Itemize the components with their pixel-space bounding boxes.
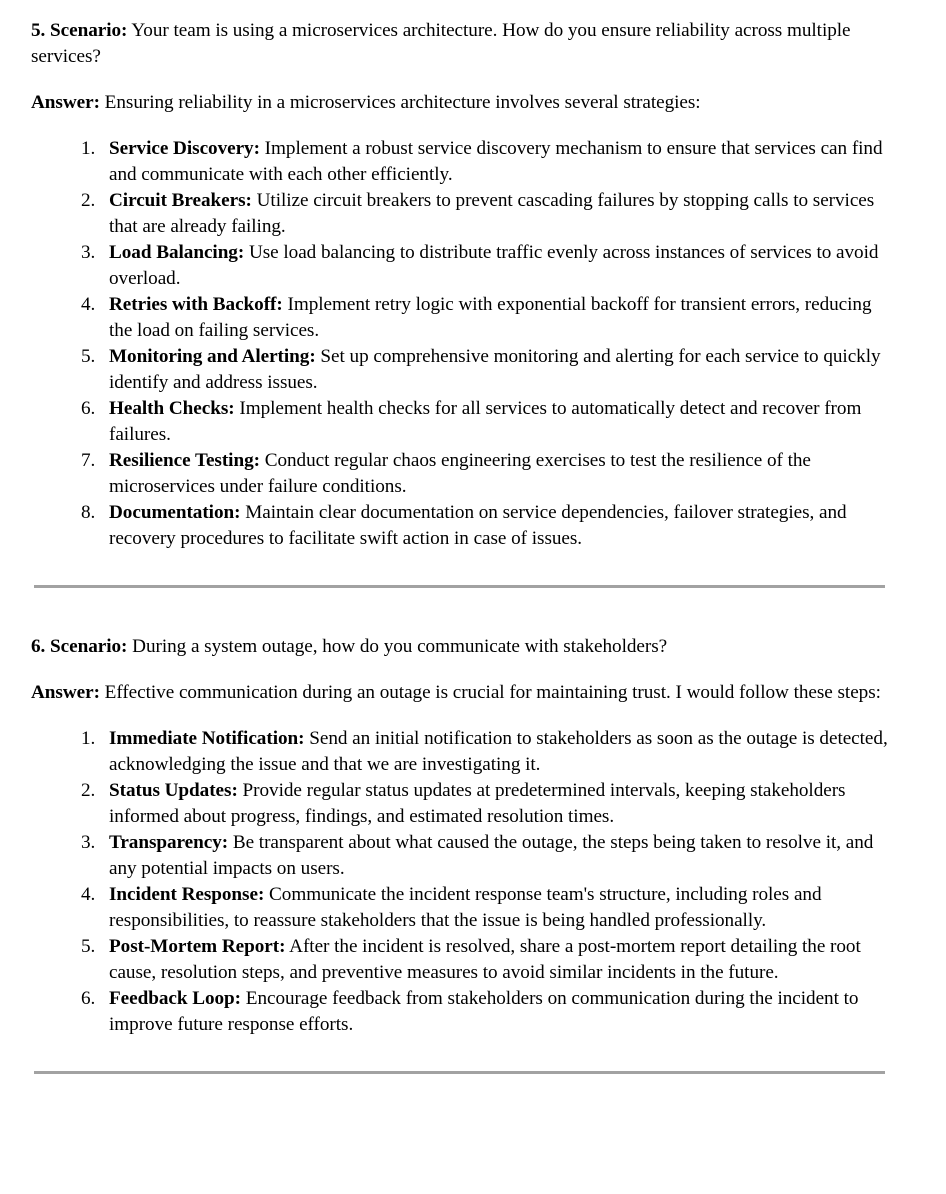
list-item-term: Circuit Breakers: [109, 190, 252, 211]
list-item [100, 500, 890, 552]
spacer [31, 70, 890, 90]
list-item [100, 726, 890, 778]
scenario-5-text: Your team is using a microservices architecture. How do you ensure reliability across multiple services? [31, 20, 851, 67]
scenario-6-paragraph [31, 634, 890, 660]
list-item-text: Be transparent about what caused the outage, the steps being taken to resolve it, and any potential impacts on users. [109, 832, 874, 879]
list-item-text: Conduct regular chaos engineering exercises to test the resilience of the microservices under failure conditions. [109, 450, 811, 497]
list-item-term: Retries with Backoff: [109, 294, 283, 315]
list-item-text: Implement a robust service discovery mechanism to ensure that services can find and communicate with each other efficiently. [109, 138, 883, 185]
list-item-text: Implement health checks for all services to automatically detect and recover from failures. [109, 398, 862, 445]
list-item-term: Monitoring and Alerting: [109, 346, 316, 367]
spacer [31, 660, 890, 680]
list-item [100, 344, 890, 396]
list-item-text: Set up comprehensive monitoring and alerting for each service to quickly identify and address issues. [109, 346, 881, 393]
list-item-term: Health Checks: [109, 398, 235, 419]
answer-5-text: Ensuring reliability in a microservices architecture involves several strategies: [99, 92, 701, 113]
list-item [100, 934, 890, 986]
answer-6-paragraph [31, 680, 890, 706]
list-item-term: Post-Mortem Report: [109, 936, 286, 957]
list-item [100, 778, 890, 830]
answer-6-list [31, 726, 890, 1038]
scenario-6-label: 6. Scenario: [31, 636, 128, 657]
list-item-term: Transparency: [109, 832, 229, 853]
list-item-text: Utilize circuit breakers to prevent cascading failures by stopping calls to services that are already failing. [109, 190, 875, 237]
list-item-text: Use load balancing to distribute traffic evenly across instances of services to avoid overload. [109, 242, 879, 289]
list-item-term: Incident Response: [109, 884, 265, 905]
list-item-text: Implement retry logic with exponential backoff for transient errors, reducing the load on failing services. [109, 294, 872, 341]
list-item-text: Maintain clear documentation on service dependencies, failover strategies, and recovery procedures to facilitate swift action in case of issues. [109, 502, 847, 549]
list-item-term: Status Updates: [109, 780, 238, 801]
qa-section-6 [31, 634, 890, 1038]
list-item [100, 448, 890, 500]
answer-5-label: Answer: [31, 92, 100, 113]
list-item-term: Resilience Testing: [109, 450, 260, 471]
list-item-text: Send an initial notification to stakeholders as soon as the outage is detected, acknowledging the issue and that we are investigating it. [109, 728, 888, 775]
list-item-term: Immediate Notification: [109, 728, 305, 749]
list-item-term: Load Balancing: [109, 242, 245, 263]
list-item [100, 136, 890, 188]
spacer [31, 1038, 890, 1071]
spacer [31, 706, 890, 726]
scenario-5-label: 5. Scenario: [31, 20, 128, 41]
list-item [100, 188, 890, 240]
list-item [100, 292, 890, 344]
answer-5-list [31, 136, 890, 552]
list-item [100, 882, 890, 934]
list-item [100, 830, 890, 882]
list-item-text: Provide regular status updates at predetermined intervals, keeping stakeholders informed about progress, findings, and estimated resolution times. [109, 780, 846, 827]
list-item [100, 240, 890, 292]
list-item-term: Documentation: [109, 502, 241, 523]
qa-section-5 [31, 18, 890, 552]
list-item-text: Encourage feedback from stakeholders on communication during the incident to improve future response efforts. [109, 988, 859, 1035]
scenario-5-paragraph [31, 18, 890, 70]
spacer [31, 588, 890, 634]
list-item [100, 986, 890, 1038]
list-item-term: Service Discovery: [109, 138, 260, 159]
answer-5-paragraph [31, 90, 890, 116]
spacer [31, 116, 890, 136]
spacer [31, 552, 890, 585]
list-item-text: Communicate the incident response team's structure, including roles and responsibilities, to reassure stakeholders that the issue is being handled professionally. [109, 884, 822, 931]
list-item-term: Feedback Loop: [109, 988, 242, 1009]
scenario-6-text: During a system outage, how do you communicate with stakeholders? [127, 636, 668, 657]
answer-6-text: Effective communication during an outage is crucial for maintaining trust. I would follow these steps: [99, 682, 881, 703]
answer-6-label: Answer: [31, 682, 100, 703]
section-divider-bottom [34, 1071, 885, 1074]
list-item [100, 396, 890, 448]
list-item-text: After the incident is resolved, share a post-mortem report detailing the root cause, resolution steps, and preventive measures to avoid similar incidents in the future. [109, 936, 861, 983]
